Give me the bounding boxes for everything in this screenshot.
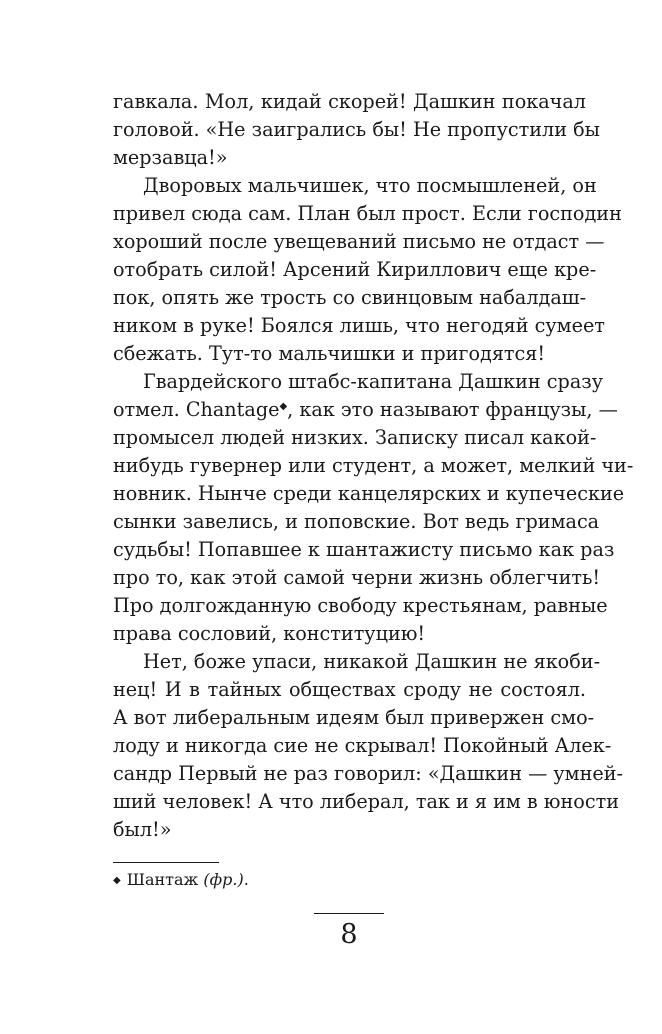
text-line: пок, опять же трость со свинцовым набалдаш- xyxy=(113,286,587,309)
text-line: хороший после увещеваний письмо не отдаст — xyxy=(113,230,605,253)
text-fragment: отмел. Chantage xyxy=(113,398,280,421)
text-line: Дворовых мальчишек, что посмышленей, он xyxy=(143,174,597,197)
text-line: новник. Нынче среди канцелярских и купеческие xyxy=(113,482,625,505)
page-number: 8 xyxy=(340,919,358,950)
text-line: про то, как этой самой черни жизнь облегчить! xyxy=(113,566,601,589)
text-fragment: , как это называют французы, — xyxy=(287,398,618,421)
footnote-marker: ◆ xyxy=(113,875,121,886)
text-line: сандр Первый не раз говорил: «Дашкин — умней- xyxy=(113,762,624,785)
text-line: Гвардейского штабс-капитана Дашкин сразу xyxy=(143,370,604,393)
text-line: отобрать силой! Арсений Кириллович еще кре- xyxy=(113,258,597,281)
footnote-reference-marker[interactable]: ◆ xyxy=(279,401,288,412)
text-line: права сословий, конституцию! xyxy=(113,622,426,645)
text-line: сынки завелись, и поповские. Вот ведь гримаса xyxy=(113,510,600,533)
footnote-language-note: (фр.) xyxy=(203,870,244,889)
text-line: нибудь гувернер или студент, а может, мелкий чи- xyxy=(113,454,634,477)
text-line-with-footnote-ref xyxy=(113,396,618,424)
text-line: А вот либеральным идеям был привержен смо- xyxy=(113,706,595,729)
footnote-term: Шантаж xyxy=(126,870,199,889)
footnote xyxy=(113,867,249,893)
text-line: был!» xyxy=(113,818,172,841)
footnote-end: . xyxy=(243,870,249,889)
text-line: лоду и никогда сие не скрывал! Покойный Алек- xyxy=(113,734,612,757)
text-line: привел сюда сам. План был прост. Если господин xyxy=(113,202,622,225)
text-line: ником в руке! Боялся лишь, что негодяй сумеет xyxy=(113,314,605,337)
text-line: нец! И в тайных обществах сроду не состоял. xyxy=(113,678,586,701)
text-line: гавкала. Мол, кидай скорей! Дашкин покачал xyxy=(113,90,586,113)
text-line: промысел людей низких. Записку писал какой- xyxy=(113,426,597,449)
text-line: судьбы! Попавшее к шантажисту письмо как раз xyxy=(113,538,615,561)
footnote-divider xyxy=(113,862,219,863)
text-line: сбежать. Тут-то мальчишки и пригодятся! xyxy=(113,342,546,365)
page-number-rule xyxy=(314,913,384,914)
text-line: мерзавца!» xyxy=(113,146,228,169)
text-line: Нет, боже упаси, никакой Дашкин не якоби- xyxy=(143,650,601,673)
text-line: головой. «Не заигрались бы! Не пропустили бы xyxy=(113,118,600,141)
text-line: ший человек! А что либерал, так и я им в юности xyxy=(113,790,619,813)
text-line: Про долгожданную свободу крестьянам, равные xyxy=(113,594,608,617)
